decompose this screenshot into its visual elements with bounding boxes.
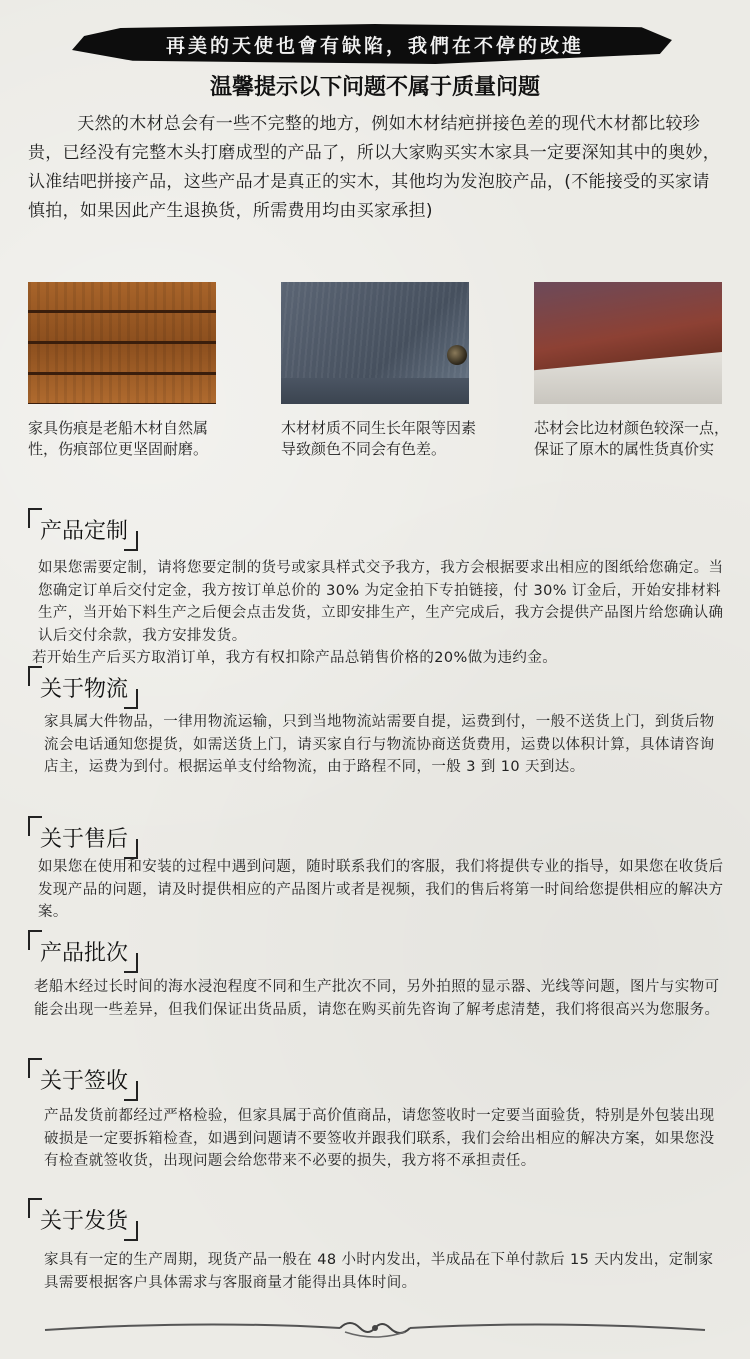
section-title-batch: 产品批次 bbox=[28, 930, 138, 973]
cancel-penalty-text: 若开始生产后买方取消订单，我方有权扣除产品总销售价格的20%做为违约金。 bbox=[32, 650, 558, 666]
banner-slogan: 再美的天使也會有缺陷，我們在不停的改進 bbox=[165, 35, 584, 57]
section-title-shipping: 关于发货 bbox=[28, 1198, 138, 1241]
section-body-aftersale: 如果您在使用和安装的过程中遇到问题，随时联系我们的客服，我们将提供专业的指导，如果您在收货后发现产品的问题，请及时提供相应的产品图片或者是视频，我们的售后将第一时间给您提供相应的解决方案。 bbox=[38, 859, 724, 920]
section-title-signing: 关于签收 bbox=[28, 1058, 138, 1101]
section-body-batch: 老船木经过长时间的海水浸泡程度不同和生产批次不同，另外拍照的显示器、光线等问题，图片与实物可能会出现一些差异，但我们保证出货品质，请您在购买前先咨询了解考虑清楚，我们将很高兴为您服务。 bbox=[34, 979, 720, 1018]
section-title-custom: 产品定制 bbox=[28, 508, 138, 551]
wood-color-photo bbox=[281, 282, 469, 404]
photo-caption: 木材材质不同生长年限等因素导致颜色不同会有色差。 bbox=[281, 419, 477, 458]
drawer-knob bbox=[447, 345, 467, 365]
photo-caption: 芯材会比边材颜色较深一点，保证了原木的属性货真价实 bbox=[534, 419, 730, 458]
notice-title: 温馨提示以下问题不属于质量问题 bbox=[209, 75, 540, 100]
section-body-shipping: 家具有一定的生产周期，现货产品一般在 48 小时内发出，半成品在下单付款后 15 天内发出，定制家具需要根据客户具体需求与客服商量才能得出具体时间。 bbox=[44, 1252, 714, 1291]
section-title-aftersale: 关于售后 bbox=[28, 816, 138, 859]
photo-caption: 家具伤痕是老船木材自然属性，伤痕部位更坚固耐磨。 bbox=[28, 419, 209, 458]
section-title-logistics: 关于物流 bbox=[28, 666, 138, 709]
section-body-signing: 产品发货前都经过严格检验，但家具属于高价值商品，请您签收时一定要当面验货，特别是外包装出现破损是一定要拆箱检查，如遇到问题请不要签收并跟我们联系，我们会给出相应的解决方案，如果您没有检查就签收货，出现问题会给您带来不必要的损失，我方将不承担责任。 bbox=[44, 1108, 715, 1169]
section-body-logistics: 家具属大件物品，一律用物流运输，只到当地物流站需要自提，运费到付，一般不送货上门，到货后物流会电话通知您提货，如需送货上门，请买家自行与物流协商送货费用，运费以体积计算，具体请咨询店主，运费为到付。根据运单支付给物流，由于路程不同，一般 3 到 10 天到达。 bbox=[44, 714, 715, 775]
section-body-custom bbox=[32, 557, 728, 670]
wood-scar-photo bbox=[28, 282, 216, 404]
heartwood-photo bbox=[534, 282, 722, 404]
custom-order-text: 如果您需要定制，请将您要定制的货号或家具样式交予我方，我方会根据要求出相应的图纸给您确定。当您确定订单后交付定金，我方按订单总价的 30% 为定金拍下专拍链接，付 30% 订金后，开始安排材料生产，当开始下料生产之后便会点击发货，立即安排生产，生产完成后，我方会提供产品图片给您确认确认后交付余款，我方安排发货。 bbox=[38, 560, 724, 644]
cabinet-side bbox=[534, 352, 722, 404]
table-edge bbox=[281, 378, 469, 404]
notice-intro: 天然的木材总会有一些不完整的地方，例如木材结疤拼接色差的现代木材都比较珍贵，已经没有完整木头打磨成型的产品了，所以大家购买实木家具一定要深知其中的奥妙，认准结吧拼接产品，这些产品才是真正的实木，其他均为发泡胶产品，(不能接受的买家请慎拍，如果因此产生退换货，所需费用均由买家承担) bbox=[28, 114, 720, 221]
scroll-ornament-icon bbox=[40, 1312, 710, 1342]
